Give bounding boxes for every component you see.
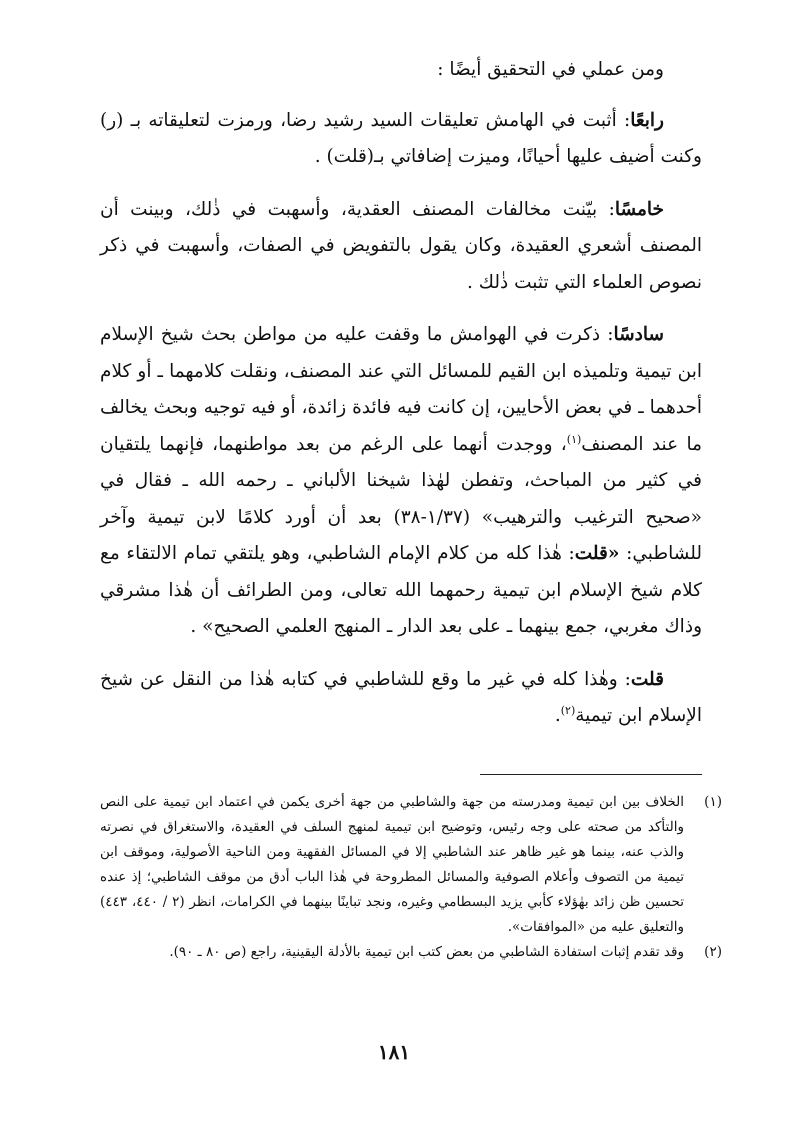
footnote-text: وقد تقدم إثبات استفادة الشاطبي من بعض كتب ابن تيمية بالأدلة اليقينية، راجع (ص ٨٠ ـ ٩٠).: [169, 944, 684, 960]
footnote-text: الخلاف بين ابن تيمية ومدرسته من جهة والشاطبي من جهة أخرى يكمن في اعتماد ابن تيمية على النص والتأكد من صحته على وجه رئيس، وتوضيح ابن تيمية لمنهج السلف في العقيدة، والاستغراق في نصرته والذب عنه، بينما هو غير ظاهر عند الشاطبي إلا في المسائل الفقهية ومن الناحية الأصولية، وموقف ابن تيمية من التصوف وأعلام الصوفية والمسائل المطروحة في هٰذا الباب أدق من موقف الشاطبي؛ إذ عنده تحسين ظن زائد بهٰؤلاء كأبي يزيد البسطامي وغيره، ونجد تباينًا بينهما في الكرامات، انظر (٢ / ٤٤٠، ٤٤٣) والتعليق عليه من «الموافقات».: [100, 794, 684, 935]
main-text: [100, 52, 702, 751]
paragraph-lead: سادسًا: [613, 324, 664, 345]
paragraph-text: : ذكرت في الهوامش ما وقفت عليه من مواطن بحث شيخ الإسلام ابن تيمية وتلميذه ابن القيم للمسائل التي عند المصنف، ونقلت كلامهما ـ أو كلام أحدهما ـ في بعض الأحايين، إن كانت فيه فائدة زائدة، أو فيه توجيه وبحث يخالف ما عند المصنف: [100, 324, 702, 455]
paragraph-lead: رابعًا: [630, 109, 664, 131]
paragraph-fifth: [100, 192, 702, 302]
quote-text: : هٰذا كله من كلام الإمام الشاطبي، وهو يلتقي تمام الالتقاء مع كلام شيخ الإسلام ابن تيمية رحمهما الله تعالى، ومن الطرائف أن هٰذا مشرقي وذاك مغربي، جمع بينهما ـ على بعد الدار ـ المنهج العلمي الصحيح» .: [100, 543, 702, 637]
paragraph-text: : وهٰذا كله في غير ما وقع للشاطبي في كتابه هٰذا من النقل عن شيخ الإسلام ابن تيمية: [100, 668, 702, 726]
page-number: ١٨١: [377, 1040, 411, 1064]
intro-line: ومن عملي في التحقيق أيضًا :: [437, 59, 664, 80]
footnote-separator: [480, 774, 702, 775]
footnote-marker: (١): [566, 432, 582, 446]
footnote-item: [100, 790, 722, 940]
paragraph-text-continued: .: [554, 705, 561, 726]
footnotes: [100, 790, 722, 965]
paragraph-lead: قلت: [630, 668, 664, 690]
paragraph-lead: خامسًا: [614, 198, 664, 220]
quote-lead: «قلت: [574, 543, 620, 564]
paragraph-fourth: [100, 103, 702, 176]
footnote-number: (٢): [704, 944, 722, 960]
paragraph-sixth: [100, 317, 702, 646]
footnote-item: [100, 940, 722, 965]
paragraph-text: : أثبت في الهامش تعليقات السيد رشيد رضا، ورمزت لتعليقاته بـ (ر) وكنت أضيف عليها أحيانًا، وميزت إضافاتي بـ(قلت) .: [100, 109, 702, 167]
footnote-marker: (٢): [560, 703, 576, 717]
paragraph-text: : بيّنت مخالفات المصنف العقدية، وأسهبت في ذٰلك، وبينت أن المصنف أشعري العقيدة، وكان يقول بالتفويض في الصفات، وأسهبت في ذكر نصوص العلماء التي تثبت ذٰلك .: [100, 198, 702, 293]
paragraph-remark: [100, 662, 702, 735]
paragraph-text-continued: ، ووجدت أنهما على الرغم من بعد مواطنهما، فإنهما يلتقيان في كثير من المباحث، وتفطن لهٰذا شيخنا الألباني ـ رحمه الله ـ فقال في «صحيح الترغيب والترهيب» (١/٣٧-٣٨) بعد أن أورد كلامًا لابن تيمية وآخر للشاطبي:: [100, 433, 702, 564]
footnote-number: (١): [704, 794, 722, 810]
